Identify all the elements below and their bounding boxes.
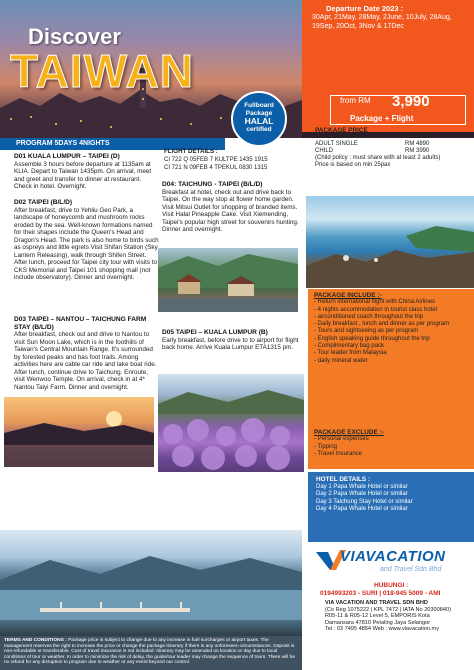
include-item: - Complimentary bag pack [314,343,385,350]
coastline-photo [306,196,474,288]
sun-moon-lake-photo [4,397,154,467]
terms-text: Package price is subject to change due to any increase in fuel surcharges or airport taxes. The management reserves the right to increase the price or change the package itinerary if there is any unforeseen circumstances. Deposit is non-refundable or transferable. Cost of travel insurance is not included. Itinerary may be amended on location or day due to local conditions of tour or weather. In order to minimize the risk of delay, the guide/tour leader may change the sequence of tours. There will be no refund for any disruption to program due to weather or any event beyond our control. [4,638,295,666]
day-3-block [14,316,157,391]
country-heading: TAIWAN [10,45,195,97]
program-title: PROGRAM 5DAYS 4NIGHTS [0,138,225,150]
include-item: - 4 nights accommodation in tourist class hotel [314,306,438,313]
price-row [315,134,465,141]
include-item: - Tours and sightseeing as per program [314,328,419,335]
badge-line-3: HALAL [244,116,274,126]
lake-mountains-image [0,530,302,636]
day-5-text: Early breakfast, before drive to to airport for flight back home. Arrive Kuala Lumpur ETA1315 pm. [162,336,299,351]
package-exclude [314,429,468,458]
exclude-item: - Tipping [314,443,338,450]
day-2-title: D02 TAIPEI (B/L/D) [14,199,73,206]
company-contact[interactable]: Tel : 03 7495 4854 Web : www.viavacation.my [325,626,440,633]
day-1-text: Assemble 3 hours before departure at 1135am at KLIA. Depart to Taiwan 1435pm. On arrival, meet and greet and transfer to dinner at restaurant. Check in hotel. Overnight. [14,160,152,190]
include-item: - airconditioned coach throughout the trip [314,313,424,320]
farm-stay-photo [158,248,298,312]
logo-subtitle: and Travel Sdn Bhd [380,566,442,573]
hotel-details [316,476,470,514]
package-include [314,292,468,365]
price-row [315,148,465,155]
child-policy-note: (Child policy : must share with at least 2 adults) [315,155,441,161]
flight-details [164,148,304,172]
badge-line-2: Package [245,109,273,117]
day-4-block [162,181,302,234]
include-title: PACKAGE INCLUDE :- [314,292,382,299]
include-item: - daily mineral water [314,357,368,364]
terms-title: TERMS AND CONDITIONS : [4,638,67,643]
exclude-item: - Travel Insurance [314,450,363,457]
hotel-item: Day 4 Papa Whale Hotel or similar [316,506,408,512]
day-4-text: Breakfast at hotel, check out and drive back to Taipei. On the way stop at flower home garden. Visit Mitsui Outlet for shopping of branded items. Visit Halal Pineapple Cake. Visit Xiemending, Taipei's popular high street for souvenirs hunting. Dinner and overnight. [162,188,299,233]
price-row-label: ADULT TWIN/TRIPLE [315,134,374,140]
logo-name: VIAVACATION [340,548,446,565]
day-4-title: D04: TAICHUNG - TAIPEI (B/L/D) [162,181,263,188]
company-address-2: Damansara 47810 Petaling Jaya Selangor [325,619,431,626]
price-from-label: from RM [340,96,371,105]
flight-line-2: CI 721 N 09FEB 4 TPEKUL 0830 1315 [164,165,268,171]
lake-pier-photo [0,530,302,636]
halal-badge [231,91,287,147]
badge-line-1: Fullboard [244,102,274,109]
price-row [315,141,465,148]
day-2-text: After breakfast, drive to Yehliu Geo Park, a landscape of honeycomb and mushroom rocks eroded by the sea. Well-known formations named for their shapes include the Queen's Head and Dragon's Head. The park is also home to birds such as ospreys and little egrets Visit Shifan Station (Sky Lantern Releasing), walk through Shifen Street. After lunch, proceed for Taipei city tour with visits to CKS Memorial and Taipei 101 shopping mall (not include observatory). Dinner and overnight. [14,206,159,281]
flight-title: FLIGHT DETAILS : [164,148,218,155]
hotel-title: HOTEL DETAILS : [316,476,371,483]
badge-line-4: certified [246,126,272,133]
flight-line-1: CI 722 Q 05FEB 7 KULTPE 1435 1915 [164,157,268,163]
flower-garden-photo [158,374,304,472]
lake-sunset-image [4,397,154,467]
mountain-village-image [158,248,298,312]
day-1-title: D01 KUALA LUMPUR – TAIPEI (D) [14,153,120,160]
hydrangea-garden-image [158,374,304,472]
exclude-item: - Personal expenses [314,436,369,443]
day-3-title: D03 TAIPEI – NANTOU – TAICHUNG FARM STAY (B/L/D) [14,316,147,331]
min-pax-note: Price is based on min 25pax [315,162,391,168]
hotel-item: Day 3 Taichung Stay Hotel or similar [316,498,413,505]
terms-and-conditions [0,636,302,670]
day-1-block [14,153,159,191]
price-row-value: RM 3990 [405,148,430,154]
include-item: - English speaking guide throughout the trip [314,335,430,342]
price-subtitle: Package + Flight [350,114,414,123]
contact-title: HUBUNGI : [374,582,409,589]
hotel-item: Day 2 Papa Whale Hotel or similar [316,491,408,497]
hotel-item: Day 1 Papa Whale Hotel or similar [316,483,408,490]
coastline-rocks-image [306,196,474,288]
discover-heading: Discover [28,24,121,49]
include-item: - Return international flight with China Airlines [314,299,436,306]
include-item: - Tour leader from Malaysia [314,350,387,357]
day-5-block [162,329,302,352]
day-2-block [14,199,159,282]
price-row-value: RM 4890 [405,141,430,147]
departure-title: Departure Date 2023 : [326,4,404,13]
price-row-label: ADULT SINGLE [315,141,358,147]
price-amount: 3,990 [392,93,430,110]
departure-dates: 30Apr, 21May, 28May, 2June, 10July, 28Aug, 19Sep, 20Oct, 3Nov & 17Dec [312,14,452,30]
company-address-1: R05-11 & R05-12 Level 5, EMPORIS Kota [325,613,430,620]
package-price [315,127,465,169]
exclude-title: PACKAGE EXCLUDE :- [314,429,384,436]
company-info [325,600,473,633]
include-item: - Daily breakfast , lunch and dinner as per program [314,321,450,328]
package-price-title: PACKAGE PRICE [315,127,368,134]
contact-phones[interactable]: 0194993203 - SURI | 018-945 5009 - AMI [320,590,441,597]
company-reg: (Co Reg 1075222 | KPL 7472 | IATA No 20300840) [325,606,451,613]
price-row-label: CHILD [315,148,334,154]
day-3-text: After breakfast, check out and drive to Nantou to visit Sun Moon Lake, which is in the foothills of Taiwan's Central Mountain Range. It's surrounded by forested peaks and has foot trails. Among activities here are cable car ride and lake boat ride. After lunch, continue drive to Taichung. Enroute, visit Wenwoo Temple. On arrival, check in at 4* Nantou Taiyi Farm. Dinner and overnight. [14,331,157,391]
price-row-value: RM 3990 [405,134,430,140]
company-name: VIA VACATION AND TRAVEL SDN BHD [325,600,428,606]
day-5-title: D05 TAIPEI – KUALA LUMPUR (B) [162,329,268,336]
